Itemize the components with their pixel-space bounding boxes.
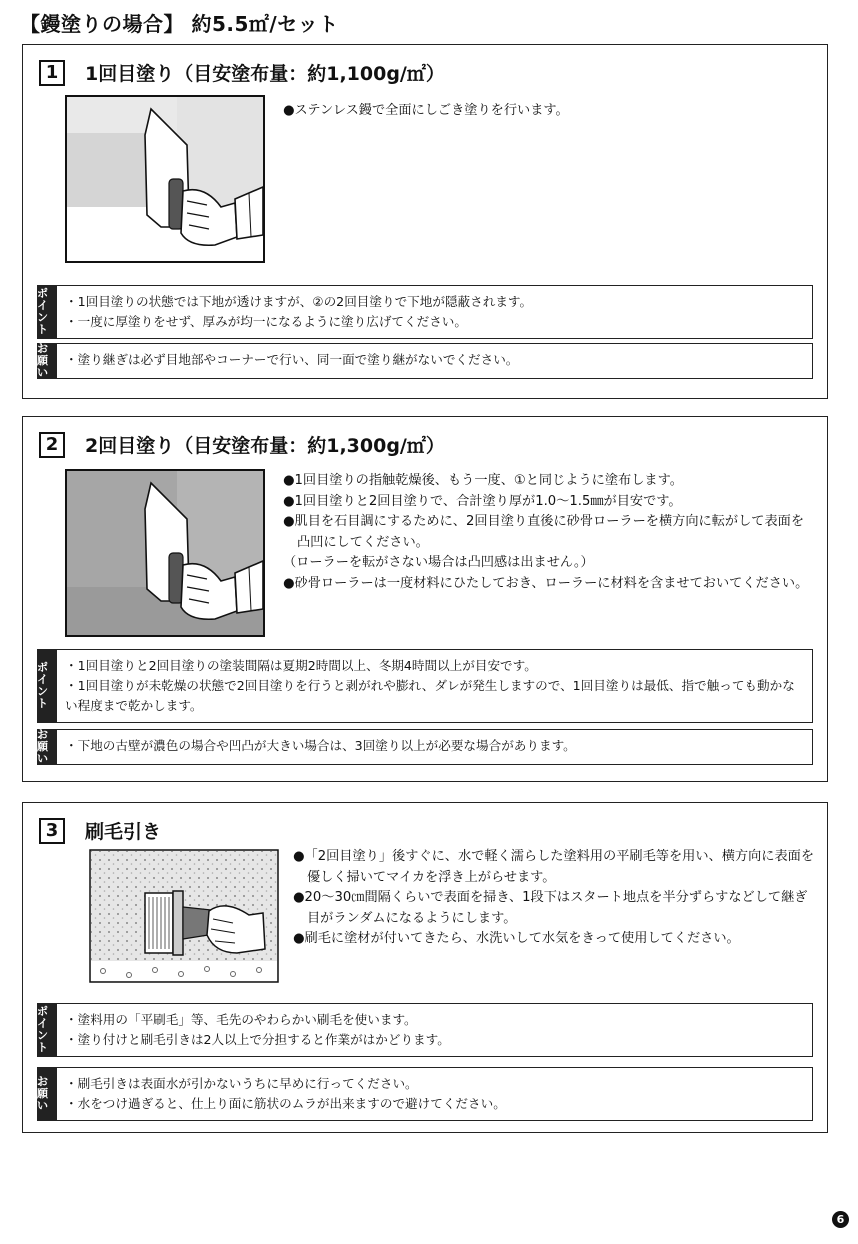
point-content xyxy=(57,285,813,339)
section-title: 刷毛引き xyxy=(85,821,162,843)
point-line: ・塗り付けと刷毛引きは2人以上で分担すると作業がはかどります。 xyxy=(65,1032,450,1047)
section-header xyxy=(39,817,161,844)
desc-line: ●1回目塗りの指触乾燥後、もう一度、①と同じように塗布します。 xyxy=(283,473,683,488)
point-content xyxy=(57,1003,813,1057)
point-label: ポイント xyxy=(37,285,57,339)
desc-line: ●肌目を石目調にするために、2回目塗り直後に砂骨ローラーを横方向に転がして表面を凸凹にしてください。 xyxy=(283,514,805,550)
point-box xyxy=(37,649,813,723)
request-content xyxy=(57,1067,813,1121)
point-box xyxy=(37,285,813,339)
point-label: ポイント xyxy=(37,1003,57,1057)
section-description xyxy=(283,101,803,122)
page-number: 6 xyxy=(832,1211,849,1228)
trowel-illustration xyxy=(65,95,265,263)
step-number: 3 xyxy=(39,818,65,844)
request-label: お願い xyxy=(37,1067,57,1121)
section-step-2 xyxy=(22,416,828,782)
trowel-illustration xyxy=(65,469,265,637)
desc-line: ●刷毛に塗材が付いてきたら、水洗いして水気をきって使用してください。 xyxy=(293,931,740,946)
request-label: お願い xyxy=(37,343,57,379)
section-description xyxy=(283,471,811,594)
desc-line: （ローラーを転がさない場合は凸凹感は出ません。） xyxy=(283,555,594,570)
desc-line: ●砂骨ローラーは一度材料にひたしておき、ローラーに材料を含ませておいてください。 xyxy=(283,575,809,591)
point-line: ・塗料用の「平刷毛」等、毛先のやわらかい刷毛を使います。 xyxy=(65,1012,417,1027)
section-header xyxy=(39,431,445,458)
point-content xyxy=(57,649,813,723)
request-line: ・刷毛引きは表面水が引かないうちに早めに行ってください。 xyxy=(65,1076,418,1091)
section-title: 1回目塗り（目安塗布量：約1,100g/㎡） xyxy=(85,63,445,85)
step-number: 1 xyxy=(39,60,65,86)
point-line: ・一度に厚塗りをせず、厚みが均一になるように塗り広げてください。 xyxy=(65,314,467,329)
request-label: お願い xyxy=(37,729,57,765)
step-number: 2 xyxy=(39,432,65,458)
request-box xyxy=(37,729,813,765)
point-label: ポイント xyxy=(37,649,57,723)
desc-line: ●20〜30㎝間隔くらいで表面を掃き、1段下はスタート地点を半分ずらすなどして継ぎ目がランダムになるようにします。 xyxy=(293,890,808,926)
request-content xyxy=(57,729,813,765)
section-step-3 xyxy=(22,802,828,1133)
desc-line: ●ステンレス鏝で全面にしごき塗りを行います。 xyxy=(283,103,569,118)
request-content xyxy=(57,343,813,379)
section-title: 2回目塗り（目安塗布量：約1,300g/㎡） xyxy=(85,435,445,457)
point-line: ・1回目塗りが未乾燥の状態で2回目塗りを行うと剥がれや膨れ、ダレが発生しますので、1回目塗りは最低、指で触っても動かない程度まで乾かします。 xyxy=(65,678,795,713)
page-heading: 【鏝塗りの場合】 約5.5㎡/セット xyxy=(20,12,339,36)
desc-line: ●「2回目塗り」後すぐに、水で軽く濡らした塗料用の平刷毛等を用い、横方向に表面を優しく掃いてマイカを浮き上がらせます。 xyxy=(293,849,815,885)
request-box xyxy=(37,1067,813,1121)
point-line: ・1回目塗りと2回目塗りの塗装間隔は夏期2時間以上、冬期4時間以上が目安です。 xyxy=(65,658,537,673)
desc-line: ●1回目塗りと2回目塗りで、合計塗り厚が1.0〜1.5㎜が目安です。 xyxy=(283,493,682,509)
point-box xyxy=(37,1003,813,1057)
section-header xyxy=(39,59,445,86)
point-line: ・1回目塗りの状態では下地が透けますが、②の2回目塗りで下地が隠蔽されます。 xyxy=(65,294,533,309)
request-line: ・塗り継ぎは必ず目地部やコーナーで行い、同一面で塗り継がないでください。 xyxy=(65,352,519,367)
request-line: ・下地の古壁が濃色の場合や凹凸が大きい場合は、3回塗り以上が必要な場合があります。 xyxy=(65,738,576,753)
section-description xyxy=(293,847,815,950)
request-line: ・水をつけ過ぎると、仕上り面に筋状のムラが出来ますので避けてください。 xyxy=(65,1096,506,1111)
request-box xyxy=(37,343,813,379)
brush-illustration xyxy=(89,849,279,983)
section-step-1 xyxy=(22,44,828,399)
